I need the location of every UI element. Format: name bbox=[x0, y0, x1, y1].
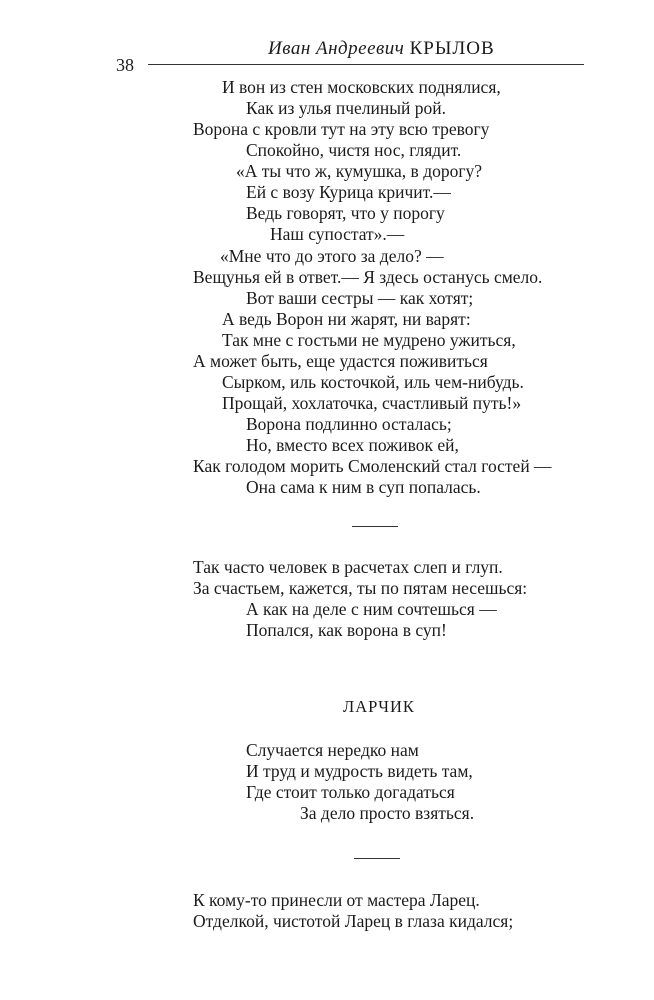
poem-line: А может быть, еще удастся поживиться bbox=[193, 351, 488, 371]
poem-line: За дело просто взяться. bbox=[300, 803, 475, 823]
poem-line: Ведь говорят, что у порогу bbox=[246, 203, 445, 223]
running-header bbox=[268, 38, 495, 60]
poem-line: И вон из стен московских поднялися, bbox=[222, 77, 501, 97]
moral-line: Так часто человек в расчетах слеп и глуп. bbox=[193, 557, 503, 577]
poem-title: ЛАРЧИК bbox=[343, 697, 415, 716]
poem-line: Сырком, иль косточкой, иль чем-нибудь. bbox=[222, 372, 524, 392]
moral-line: А как на деле с ним сочтешься — bbox=[246, 599, 497, 619]
poem-line: А ведь Ворон ни жарят, ни варят: bbox=[222, 309, 471, 329]
poem-line: Она сама к ним в суп попалась. bbox=[246, 477, 481, 497]
poem-line: Как голодом морить Смоленский стал гостей — bbox=[193, 456, 552, 476]
poem-line: Отделкой, чистотой Ларец в глаза кидался; bbox=[193, 911, 514, 931]
poem-line: «Мне что до этого за дело? — bbox=[220, 246, 444, 266]
poem-line: Ей с возу Курица кричит.— bbox=[246, 182, 451, 202]
author-surname: КРЫЛОВ bbox=[409, 38, 495, 59]
author-name: Иван Андреевич bbox=[268, 38, 405, 59]
poem-line: Ворона подлинно осталась; bbox=[246, 414, 452, 434]
poem-line: Где стоит только догадаться bbox=[246, 782, 455, 802]
poem-line: Так мне с гостьми не мудрено ужиться, bbox=[222, 330, 516, 350]
poem-line: И труд и мудрость видеть там, bbox=[246, 761, 473, 781]
poem-line: «А ты что ж, кумушка, в дорогу? bbox=[236, 161, 483, 181]
poem-line: Ворона с кровли тут на эту всю тревогу bbox=[193, 119, 490, 139]
poem-line: Но, вместо всех поживок ей, bbox=[246, 435, 459, 455]
poem-line: К кому-то принесли от мастера Ларец. bbox=[193, 890, 480, 910]
section-divider bbox=[352, 526, 398, 527]
section-divider bbox=[354, 858, 400, 859]
poem-line: Как из улья пчелиный рой. bbox=[246, 98, 446, 118]
poem-line: Случается нередко нам bbox=[246, 740, 419, 760]
moral-line: За счастьем, кажется, ты по пятам несешься: bbox=[193, 578, 528, 598]
poem-line: Прощай, хохлаточка, счастливый путь!» bbox=[222, 393, 522, 413]
poem-line: Вот ваши сестры — как хотят; bbox=[246, 288, 474, 308]
poem-line: Вещунья ей в ответ.— Я здесь останусь смело. bbox=[193, 267, 543, 287]
header-rule bbox=[148, 64, 584, 65]
poem-line: Спокойно, чистя нос, глядит. bbox=[246, 140, 462, 160]
moral-line: Попался, как ворона в суп! bbox=[246, 620, 447, 640]
poem-line: Наш супостат».— bbox=[270, 224, 405, 244]
page-number: 38 bbox=[116, 55, 134, 75]
